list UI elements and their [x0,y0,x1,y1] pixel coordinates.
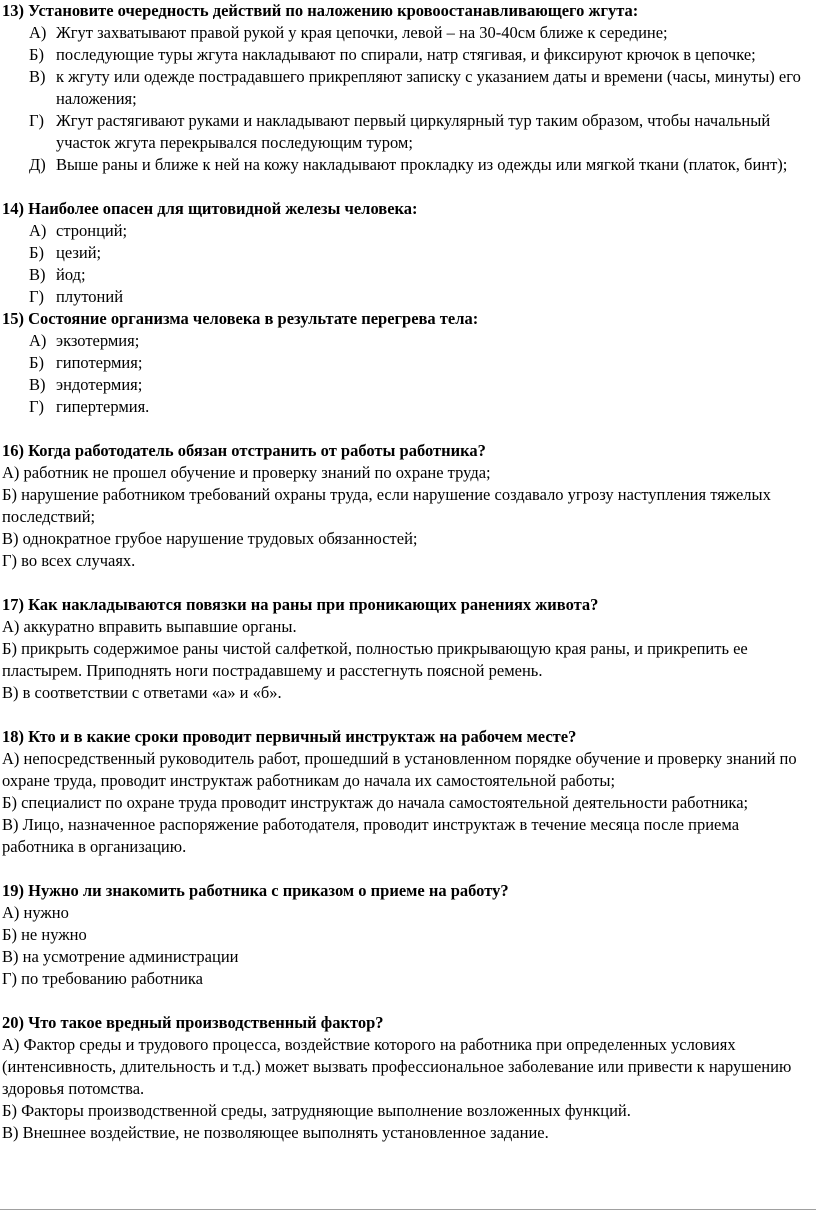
question-title: 13) Установите очередность действий по наложению кровоостанавливающего жгута: [2,1,639,20]
question-19 [2,880,814,990]
option-marker: Б) [29,353,44,372]
option-text: к жгуту или одежде пострадавшего прикрепляют записку с указанием даты и времени (часы, минуты) его наложения; [56,67,801,108]
question-title: 14) Наиболее опасен для щитовидной железы человека: [2,199,418,218]
option-text: Жгут растягивают руками и накладывают первый циркулярный тур таким образом, чтобы начальный участок жгута перекрывался последующим туром; [56,111,771,152]
answer-option: Г) по требованию работника [2,969,203,988]
answer-options [2,22,814,176]
option-marker: В) [29,375,46,394]
blank-line [2,704,814,726]
option-text: йод; [56,265,86,284]
option-marker: В) [29,265,46,284]
blank-line [2,418,814,440]
question-14 [2,198,814,308]
answer-options [2,902,814,990]
option-marker: А) [29,23,47,42]
option-marker: А) [29,331,47,350]
answer-option: А) работник не прошел обучение и проверку знаний по охране труда; [2,463,491,482]
answer-options [2,1034,814,1144]
answer-option: В) Лицо, назначенное распоряжение работодателя, проводит инструктаж в течение месяца после приема работника в организацию. [2,815,740,856]
option-marker: А) [29,221,47,240]
answer-option [2,154,814,176]
answer-option: В) однократное грубое нарушение трудовых обязанностей; [2,529,418,548]
option-text: плутоний [56,287,124,306]
option-text: стронций; [56,221,128,240]
answer-option [2,66,814,110]
answer-option [2,22,814,44]
blank-line [2,176,814,198]
answer-options [2,462,814,572]
answer-option [2,330,814,352]
answer-options [2,616,814,704]
answer-option [2,110,814,154]
question-15 [2,308,814,418]
option-marker: Г) [29,287,45,306]
page-bottom-divider [0,1209,816,1210]
answer-option: Г) во всех случаях. [2,551,136,570]
answer-option: В) Внешнее воздействие, не позволяющее выполнять установленное задание. [2,1123,549,1142]
answer-option [2,220,814,242]
blank-line [2,858,814,880]
answer-option [2,396,814,418]
blank-line [2,990,814,1012]
question-title: 20) Что такое вредный производственный фактор? [2,1013,384,1032]
option-marker: Г) [29,111,45,130]
blank-line [2,572,814,594]
answer-option: Б) прикрыть содержимое раны чистой салфеткой, полностью прикрывающую края раны, и прикрепить ее пластырем. Приподнять ноги пострадавшему и расстегнуть поясной ремень. [2,639,748,680]
answer-option: Б) специалист по охране труда проводит инструктаж до начала самостоятельной деятельности работника; [2,793,749,812]
question-13 [2,0,814,176]
question-title: 16) Когда работодатель обязан отстранить от работы работника? [2,441,486,460]
answer-option: Б) Факторы производственной среды, затрудняющие выполнение возложенных функций. [2,1101,631,1120]
question-18 [2,726,814,858]
question-16 [2,440,814,572]
answer-option [2,374,814,396]
option-text: экзотермия; [56,331,140,350]
option-text: Жгут захватывают правой рукой у края цепочки, левой – на 30-40см ближе к середине; [56,23,668,42]
answer-options [2,220,814,308]
option-text: гипотермия; [56,353,143,372]
answer-option [2,352,814,374]
option-marker: Д) [29,155,46,174]
answer-option: А) непосредственный руководитель работ, прошедший в установленном порядке обучение и проверку знаний по охране труда, проводит инструктаж работникам до начала их самостоятельной работы; [2,749,797,790]
answer-option: Б) нарушение работником требований охраны труда, если нарушение создавало угрозу наступления тяжелых последствий; [2,485,771,526]
option-marker: Г) [29,397,45,416]
answer-option: В) на усмотрение администрации [2,947,239,966]
option-text: последующие туры жгута накладывают по спирали, натр стягивая, и фиксируют крючок в цепочке; [56,45,756,64]
option-marker: В) [29,67,46,86]
answer-option [2,242,814,264]
option-text: цезий; [56,243,102,262]
option-marker: Б) [29,45,44,64]
question-title: 17) Как накладываются повязки на раны при проникающих ранениях живота? [2,595,599,614]
answer-option: А) Фактор среды и трудового процесса, воздействие которого на работника при определенных условиях (интенсивность, длительность и т.д.) может вызвать профессиональное заболевание или привести к нарушению здоровья потомства. [2,1035,792,1098]
option-marker: Б) [29,243,44,262]
answer-option: А) аккуратно вправить выпавшие органы. [2,617,297,636]
option-text: гипертермия. [56,397,150,416]
answer-options [2,330,814,418]
answer-option [2,44,814,66]
question-title: 15) Состояние организма человека в результате перегрева тела: [2,309,479,328]
question-20 [2,1012,814,1144]
question-17 [2,594,814,704]
answer-option: В) в соответствии с ответами «а» и «б». [2,683,282,702]
option-text: эндотермия; [56,375,143,394]
answer-options [2,748,814,858]
answer-option: А) нужно [2,903,69,922]
answer-option: Б) не нужно [2,925,87,944]
question-title: 19) Нужно ли знакомить работника с приказом о приеме на работу? [2,881,509,900]
answer-option [2,286,814,308]
option-text: Выше раны и ближе к ней на кожу накладывают прокладку из одежды или мягкой ткани (платок, бинт); [56,155,788,174]
question-title: 18) Кто и в какие сроки проводит первичный инструктаж на рабочем месте? [2,727,577,746]
answer-option [2,264,814,286]
